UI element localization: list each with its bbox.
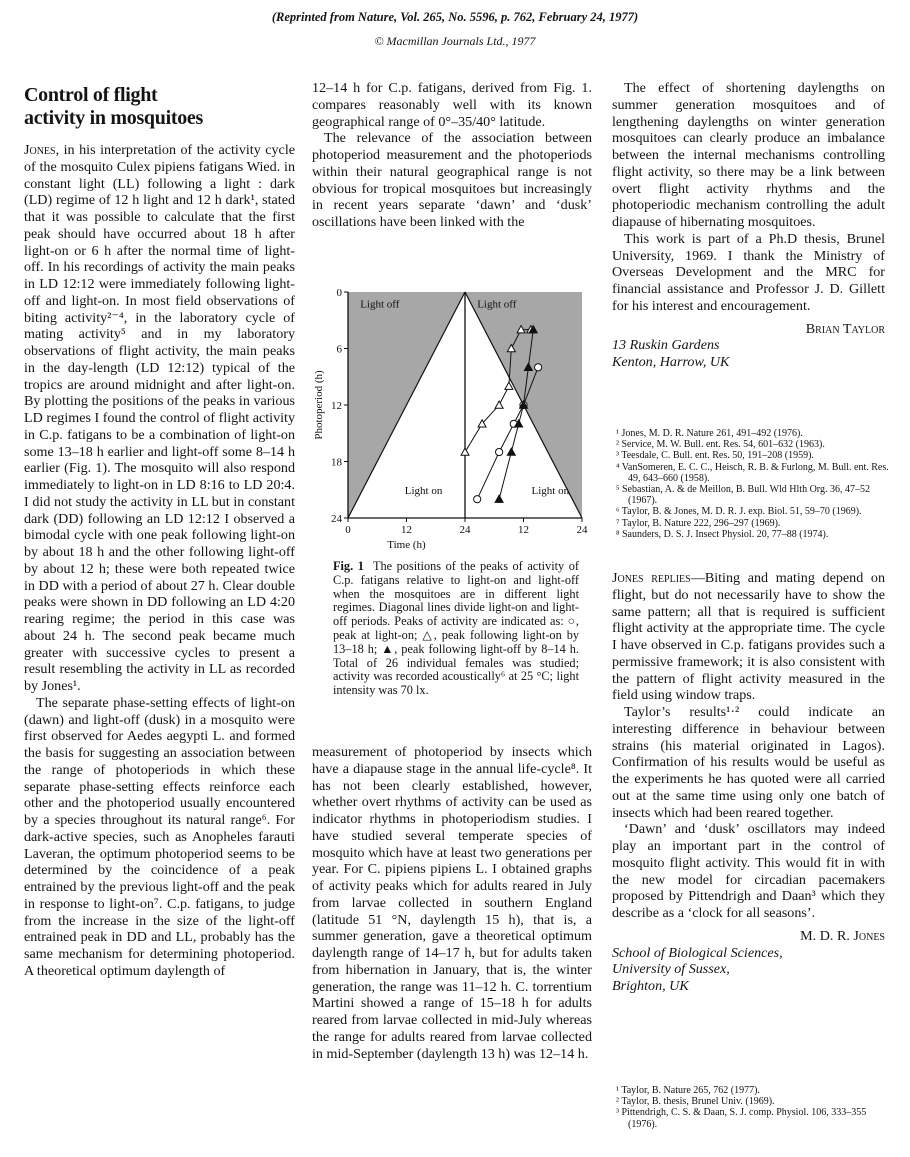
x-axis-label: Time (h) xyxy=(387,539,426,551)
data-point xyxy=(474,496,481,503)
reference-item: ³ Teesdale, C. Bull. ent. Res. 50, 191–208 (1959). xyxy=(616,450,814,462)
figure-caption xyxy=(333,560,579,698)
paragraph-7: This work is part of a Ph.D thesis, Brunel University, 1969. I thank the Ministry of Overseas Development and the MRC for financial assistance and Professor J. D. Gillett for his interest and encouragement. xyxy=(612,230,885,314)
reference-item: ⁶ Taylor, B. & Jones, M. D. R. J. exp. Biol. 51, 59–70 (1969). xyxy=(616,506,862,518)
x-tick-label: 12 xyxy=(401,524,412,536)
reference-item: ⁸ Saunders, D. S. J. Insect Physiol. 20, 77–88 (1974). xyxy=(616,528,829,540)
author-address-1: 13 Ruskin Gardens xyxy=(612,337,720,354)
paragraph-5: measurement of photoperiod by insects which have a diapause stage in the annual life-cycle⁸. It has not been clearly established, however, whether overt rhythms of activity can be used as indicator rhythms in photoperiodism studies. I have studied several temperate species of mosquito which have at least two generations per year. For C. pipiens pipiens L. I obtained graphs of activity peaks which for adults reared in July from larvae collected in southern England (latitude 51 °N, daylength 15 h), that is, a summer generation, gave a theoretical optimum daylength range of 14–17 h, but for adults taken from hibernation in January, that is, the winter generation, the range was 11–12 h. C. torrentium Martini showed a range of 15–18 h for adults reared from larvae collected in mid-July whereas the range for adults reared from larvae collected in mid-September (daylength 13 h) was 12–14 h. xyxy=(312,744,592,1062)
paragraph-4: The relevance of the association between photoperiod measurement and the photoperiods within their natural geographical range is not obvious for tropical mosquitoes but increasingly in recent years separate ‘dawn’ and ‘dusk’ oscillations have been linked with the xyxy=(312,130,592,230)
data-point xyxy=(496,448,503,455)
y-axis-label: Photoperiod (h) xyxy=(313,370,325,440)
reply-signature: M. D. R. Jones xyxy=(800,927,885,944)
region-label: Light off xyxy=(360,298,400,311)
column-3-top xyxy=(612,80,885,371)
title-line-1: Control of flight xyxy=(24,84,158,106)
copyright-line: © Macmillan Journals Ltd., 1977 xyxy=(374,34,536,48)
x-tick-label: 24 xyxy=(576,524,588,536)
region-label: Light on xyxy=(531,484,570,497)
y-tick-label: 6 xyxy=(336,343,342,356)
reference-item: ² Taylor, B. thesis, Brunel Univ. (1969). xyxy=(616,1096,775,1108)
column-2-bottom xyxy=(312,744,592,1062)
reply-paragraph-1-text: —Biting and mating depend on flight, but do not necessarily have to show the same pattern; all that is required is sufficient flight activity at the appropriate time. The cycle I have observed in C.p. fatigans provides such a permissive framework; it is also consistent with the pattern of flight activity measured in the field using window traps. xyxy=(612,570,885,704)
column-2-top xyxy=(312,80,592,231)
x-tick-label: 0 xyxy=(345,524,351,536)
reference-item: ³ Pittendrigh, C. S. & Daan, S. J. comp. Physiol. 106, 333–355 (1976). xyxy=(616,1107,867,1130)
reply-paragraph-2: Taylor’s results¹·² could indicate an interesting difference in behaviour between strains (his material originated in Lagos). Confirmation of his results would be useful as the experiments he has quoted were all carried out at the same time using only one batch of insects which had been reared together. xyxy=(612,704,885,821)
reference-list xyxy=(616,428,890,540)
title-line-2: activity in mosquitoes xyxy=(24,107,203,129)
x-tick-label: 24 xyxy=(459,524,471,536)
caption-label: Fig. 1 xyxy=(333,559,364,573)
x-tick-label: 12 xyxy=(518,524,529,536)
reference-item: ¹ Taylor, B. Nature 265, 762 (1977). xyxy=(616,1085,760,1096)
reference-item: ⁴ VanSomeren, E. C. C., Heisch, R. B. & Furlong, M. Bull. ent. Res. 49, 643–660 (1958). xyxy=(616,461,889,484)
reference-item: ² Service, M. W. Bull. ent. Res. 54, 601–632 (1963). xyxy=(616,439,825,451)
reply-lead: Jones replies xyxy=(612,570,691,586)
y-tick-label: 18 xyxy=(331,456,342,469)
reply-reference-list xyxy=(616,1085,890,1130)
column-1 xyxy=(24,142,295,980)
paragraph-1-text: , in his interpretation of the activity cycle of the mosquito Culex pipiens fatigans Wied. in constant light (LL) following a light : dark (LD) regime of 12 h light and 12 h dark¹, stated that it was possible to calculate that the first peak should have occurred about 18 h after light-on or 6 h after the normal time of light-off. In his recordings of activity the main peaks in LD 12:12 were immediately following light-off and light-on. In most field observations of biting activity²⁻⁴, in the laboratory cycle of mating activity⁵ and in my laboratory observations of flight activity, the main peaks in the day-length (LD 12:12) typical of the tropics are around midnight and after light-on. By plotting the positions of the peaks in various LD regimes I found the control of flight activity in C.p. fatigans to be a combination of light-on some 13–18 h earlier and light-off some 8–14 h earlier (Fig. 1). The mosquito will also respond immediately to light-on in LD 8:16 to LD 20:4. I did not study the activity in LL but in constant dark (DD) following an LD 12:12 I observed a bimodal cycle with one peak following light-on by about 18 h and the other following light-off by about 12 h; these were both repeated twice in DD with a period of about 27 h. Clear double peaks were shown in DD following an LD 4:20 rearing regime; the period in this case was about 24 h. The second peak became much greater with successive cycles to present a result resembling the activity in LL as recorded by Jones¹. xyxy=(24,142,295,694)
reference-item: ¹ Jones, M. D. R. Nature 261, 491–492 (1976). xyxy=(616,428,803,439)
article-title xyxy=(24,84,294,130)
y-tick-label: 24 xyxy=(331,513,342,525)
paragraph-3: 12–14 h for C.p. fatigans, derived from Fig. 1. compares reasonably well with its known geographical range of 0°–35/40° latitude. xyxy=(312,80,592,130)
data-point xyxy=(535,364,542,371)
reply-address-1: School of Biological Sciences, xyxy=(612,944,783,961)
reply-address-3: Brighton, UK xyxy=(612,978,689,994)
region-label: Light on xyxy=(404,484,443,497)
y-tick-label: 0 xyxy=(336,287,342,299)
region-label: Light off xyxy=(477,298,517,311)
author-signature: Brian Taylor xyxy=(805,320,885,337)
reference-item: ⁷ Taylor, B. Nature 222, 296–297 (1969). xyxy=(616,517,781,529)
paragraph-1 xyxy=(24,142,295,695)
reply-address-2: University of Sussex, xyxy=(612,961,730,978)
reprint-header: (Reprinted from Nature, Vol. 265, No. 5596, p. 762, February 24, 1977) xyxy=(271,10,639,24)
paragraph-6: The effect of shortening daylengths on summer generation mosquitoes and of lengthening daylengths on winter generation mosquitoes can clearly produce an imbalance between the internal mechanisms controlling flight activity, so there may be a link between overt flight activity rhythms and the photoperiodic mechanism controlling the adult diapause of hibernating mosquitoes. xyxy=(612,80,885,230)
caption-text: The positions of the peaks of activity of C.p. fatigans relative to light-on and light-off when the mosquitoes are in different light regimes. Diagonal lines divide light-on and light-off periods. Peaks of activity are indicated as: ○, peak at light-on; △, peak following light-on by 13–18 h; ▲, peak following light-off by 8–14 h. Total of 26 individual females was studied; activity was recorded acoustically⁶ at 25 °C; light intensity was 70 lx. xyxy=(333,559,579,698)
y-tick-label: 12 xyxy=(331,400,342,412)
chart-plot xyxy=(313,287,588,551)
reply-paragraph-3: ‘Dawn’ and ‘dusk’ oscillators may indeed play an important part in the control of mosquito flight activity. This would fit in with the new model for circadian pacemakers proposed by Pittendrigh and Daan³ which they describe as a ‘clock for all seasons’. xyxy=(612,821,885,921)
lead-author: Jones xyxy=(24,142,56,158)
figure-1-chart xyxy=(312,282,600,552)
reply-column xyxy=(612,570,885,995)
reply-paragraph-1 xyxy=(612,570,885,704)
paragraph-2: The separate phase-setting effects of light-on (dawn) and light-off (dusk) in a mosquito were first observed for Aedes aegypti L. and formed the basis for suggesting an association between the range of photoperiods in which these separate phase-setting effects reinforce each other and the photoperiod usually encountered by a species throughout its natural range⁶. For dark-active species, such as Anopheles farauti Laveran, the optimum photoperiod seems to be determined by the coincidence of a peak entrained by the previous light-off and the peak in response to light-on⁷. C.p. fatigans, to judge from the increase in the size of the light-off entrained peak in DD and LL, probably has the same mechanism for determining photoperiod. A theoretical optimum daylength of xyxy=(24,694,295,979)
reference-item: ⁵ Sebastian, A. & de Meillon, B. Bull. Wld Hlth Org. 36, 47–52 (1967). xyxy=(616,484,870,507)
author-address-2: Kenton, Harrow, UK xyxy=(612,354,730,370)
